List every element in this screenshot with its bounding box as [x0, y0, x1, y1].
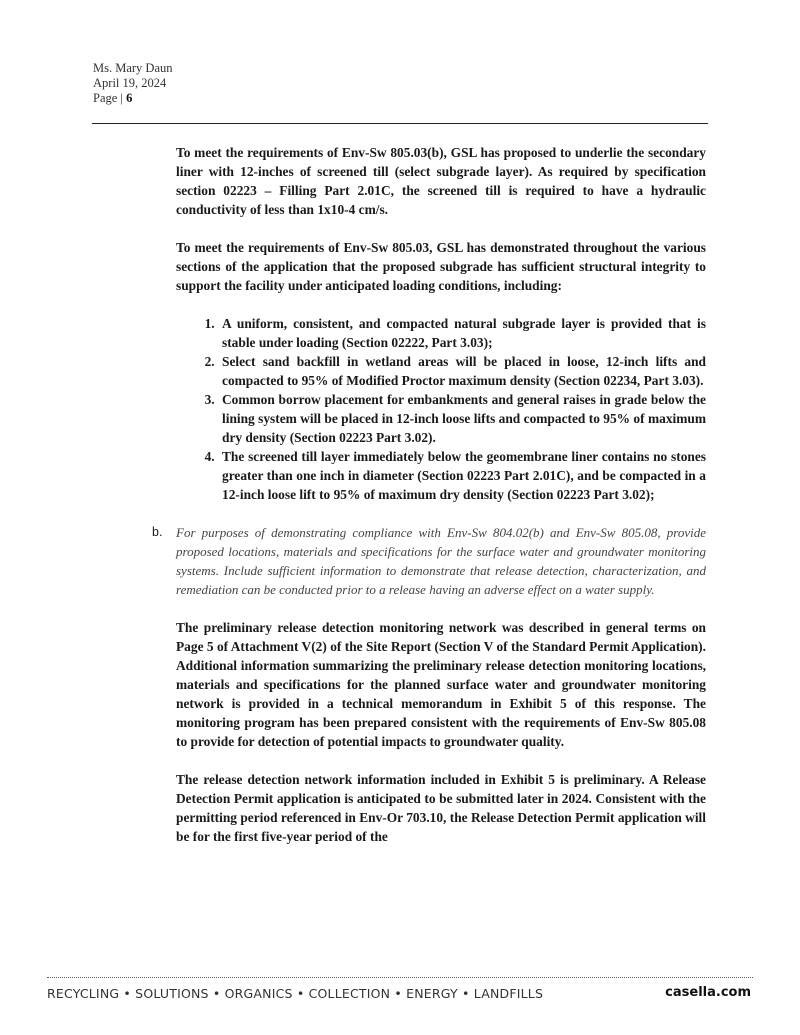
list-item: 4. The screened till layer immediately below the geomembrane liner contains no stones greater than one inch in diameter (Section 02223 Part 2.01C), and be compacted in a 12-inch loose lift to 95% of maximum dry density (Section 02223 Part 3.02);: [218, 447, 706, 504]
question-label: b.: [152, 525, 163, 539]
header-divider: [92, 123, 708, 124]
paragraph: To meet the requirements of Env-Sw 805.03(b), GSL has proposed to underlie the secondary liner with 12-inches of screened till (select subgrade layer). As required by specification section 02223 – Filling Part 2.01C, the screened till is required to have a hydraulic conductivity of less than 1x10-4 cm/s.: [176, 145, 706, 217]
list-item: 1. A uniform, consistent, and compacted natural subgrade layer is provided that is stable under loading (Section 02222, Part 3.03);: [218, 314, 706, 352]
recipient: Ms. Mary Daun: [93, 61, 173, 75]
footer-divider: [47, 977, 753, 978]
paragraph: To meet the requirements of Env-Sw 805.03, GSL has demonstrated throughout the various sections of the application that the proposed subgrade has sufficient structural integrity to support the facility under anticipated loading conditions, including:: [176, 240, 706, 293]
numbered-list: [176, 314, 706, 504]
letter-header: [93, 61, 173, 106]
page-indicator: [93, 91, 173, 106]
date: April 19, 2024: [93, 76, 167, 90]
response-paragraph: The preliminary release detection monitoring network was described in general terms on Page 5 of Attachment V(2) of the Site Report (Section V of the Standard Permit Application). Additional information summarizing the preliminary release detection monitoring locations, materials and specifications for the planned surface water and groundwater monitoring network is provided in a technical memorandum in Exhibit 5 of this response. The monitoring program has been prepared consistent with the requirements of Env-Sw 805.08 to provide for detection of potential impacts to groundwater quality.: [176, 620, 706, 749]
footer-tagline: RECYCLING • SOLUTIONS • ORGANICS • COLLECTION • ENERGY • LANDFILLS: [47, 986, 544, 1001]
question-text: For purposes of demonstrating compliance with Env-Sw 804.02(b) and Env-Sw 805.08, provide proposed locations, materials and specifications for the surface water and groundwater monitoring systems. Include sufficient information to demonstrate that release detection, characterization, and remediation can be conducted prior to a release having an adverse effect on a water supply.: [176, 525, 706, 597]
list-item: 3. Common borrow placement for embankments and general raises in grade below the lining system will be placed in 12-inch loose lifts and compacted to 95% of maximum dry density (Section 02223 Part 3.02).: [218, 390, 706, 447]
page-label: Page |: [93, 91, 127, 105]
footer-brand: casella.com: [665, 985, 751, 1000]
page-number: 6: [126, 91, 133, 105]
question-b: [152, 523, 706, 599]
response-paragraph: The release detection network information included in Exhibit 5 is preliminary. A Release Detection Permit application is anticipated to be submitted later in 2024. Consistent with the permitting period referenced in Env-Or 703.10, the Release Detection Permit application will be for the first five-year period of the: [176, 772, 706, 844]
list-item: 2. Select sand backfill in wetland areas will be placed in loose, 12-inch lifts and compacted to 95% of Modified Proctor maximum density (Section 02234, Part 3.03).: [218, 352, 706, 390]
document-body: [152, 143, 706, 865]
